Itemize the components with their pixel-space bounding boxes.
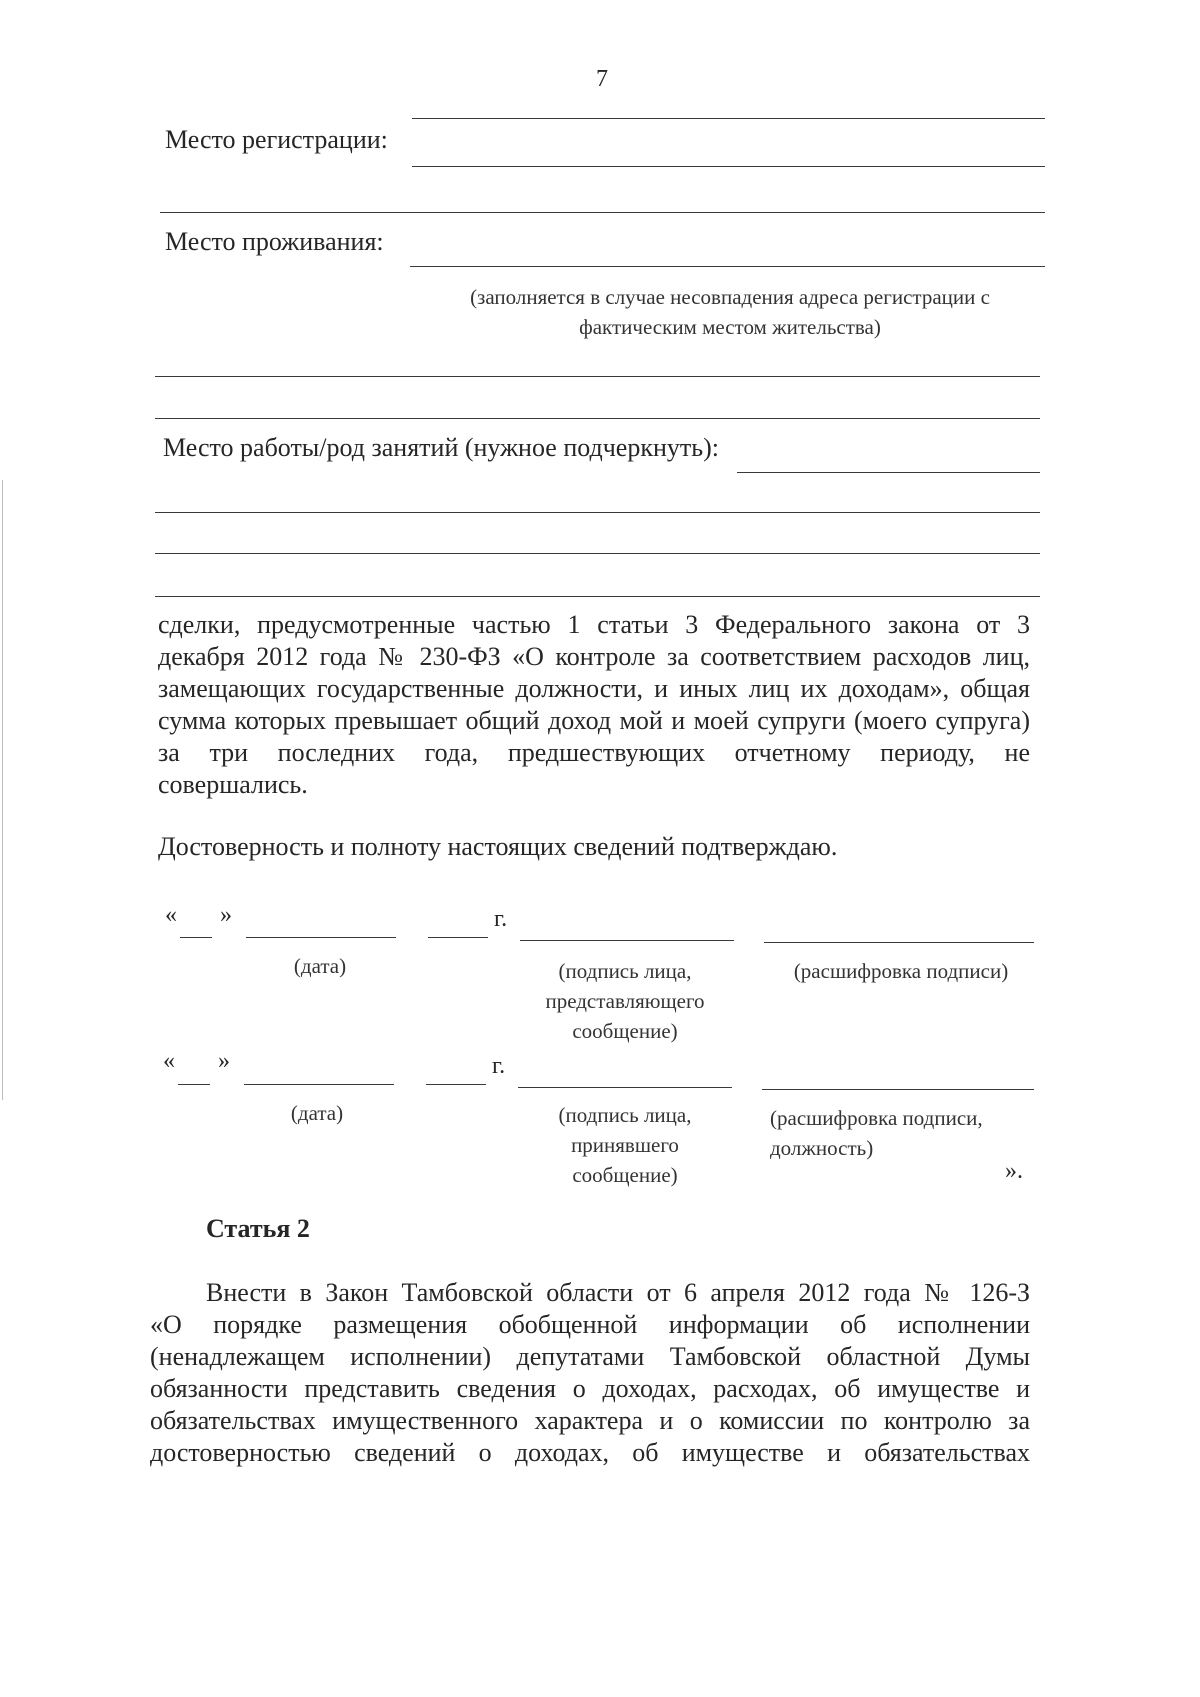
- statement-line: совершались.: [158, 770, 308, 799]
- article-line: «О порядке размещения обобщенной информации об исполнении: [150, 1310, 1030, 1339]
- page-number: 7: [596, 66, 608, 92]
- registration-label: Место регистрации:: [165, 125, 388, 154]
- closing-quote: ».: [1005, 1158, 1023, 1184]
- work-line-3: [155, 553, 1040, 554]
- decode-line: [762, 1089, 1034, 1090]
- quote-open: «: [165, 902, 177, 928]
- quote-close: »: [218, 1048, 230, 1074]
- year-line: [426, 1084, 486, 1085]
- day-line: [178, 1084, 210, 1085]
- article-line: обязательствах имущественного характера и о комиссии по контролю за: [150, 1406, 1030, 1435]
- signature-caption: (подпись лица, принявшего сообщение): [558, 1103, 692, 1187]
- registration-line-2: [412, 166, 1045, 167]
- statement-line: сумма которых превышает общий доход мой и моей супруги (моего супруга): [158, 706, 1030, 735]
- residence-note: (заполняется в случае несовпадения адреса регистрации с фактическим местом жительства): [470, 285, 990, 339]
- signature-caption: (подпись лица, представляющего сообщение): [545, 959, 705, 1043]
- day-line: [180, 937, 212, 938]
- statement-line: декабря 2012 года № 230-ФЗ «О контроле за соответствием расходов лиц,: [158, 642, 1030, 671]
- work-line-2: [155, 512, 1040, 513]
- article-heading: Статья 2: [206, 1214, 310, 1243]
- decode-line: [764, 942, 1034, 943]
- residence-line-3: [155, 418, 1040, 419]
- residence-line: [410, 266, 1045, 267]
- date-caption: (дата): [293, 954, 347, 978]
- work-line-4: [155, 596, 1040, 597]
- quote-open: «: [163, 1048, 175, 1074]
- confirmation-text: Достоверность и полноту настоящих сведений подтверждаю.: [158, 832, 838, 861]
- statement-line: замещающих государственные должности, и иных лиц их доходам», общая: [158, 674, 1030, 703]
- residence-label: Место проживания:: [165, 227, 384, 256]
- statement-line: за три последних года, предшествующих отчетному периоду, не: [158, 738, 1030, 767]
- signature-line: [520, 940, 734, 941]
- article-line: (ненадлежащем исполнении) депутатами Тамбовской областной Думы: [150, 1342, 1030, 1371]
- statement-line: сделки, предусмотренные частью 1 статьи 3 Федерального закона от 3: [158, 610, 1030, 639]
- year-suffix: г.: [492, 1053, 506, 1079]
- month-line: [244, 1084, 394, 1085]
- quote-close: »: [220, 902, 232, 928]
- signature-line: [518, 1087, 732, 1088]
- scan-edge-mark: [2, 480, 3, 1100]
- article-line: обязанности представить сведения о доходах, расходах, об имуществе и: [150, 1374, 1030, 1403]
- year-line: [428, 937, 488, 938]
- decode-caption: (расшифровка подписи, должность): [770, 1106, 983, 1160]
- date-caption: (дата): [290, 1101, 344, 1125]
- work-label: Место работы/род занятий (нужное подчеркнуть):: [163, 433, 719, 462]
- year-suffix: г.: [494, 906, 508, 932]
- month-line: [246, 937, 396, 938]
- registration-line-1: [412, 118, 1045, 119]
- residence-line-2: [155, 376, 1040, 377]
- registration-line-3: [160, 212, 1045, 213]
- decode-caption: (расшифровка подписи): [793, 959, 1009, 983]
- article-line: Внести в Закон Тамбовской области от 6 апреля 2012 года № 126-З: [206, 1278, 1030, 1307]
- article-line: достоверностью сведений о доходах, об имуществе и обязательствах: [150, 1438, 1030, 1467]
- work-line-1: [737, 472, 1040, 473]
